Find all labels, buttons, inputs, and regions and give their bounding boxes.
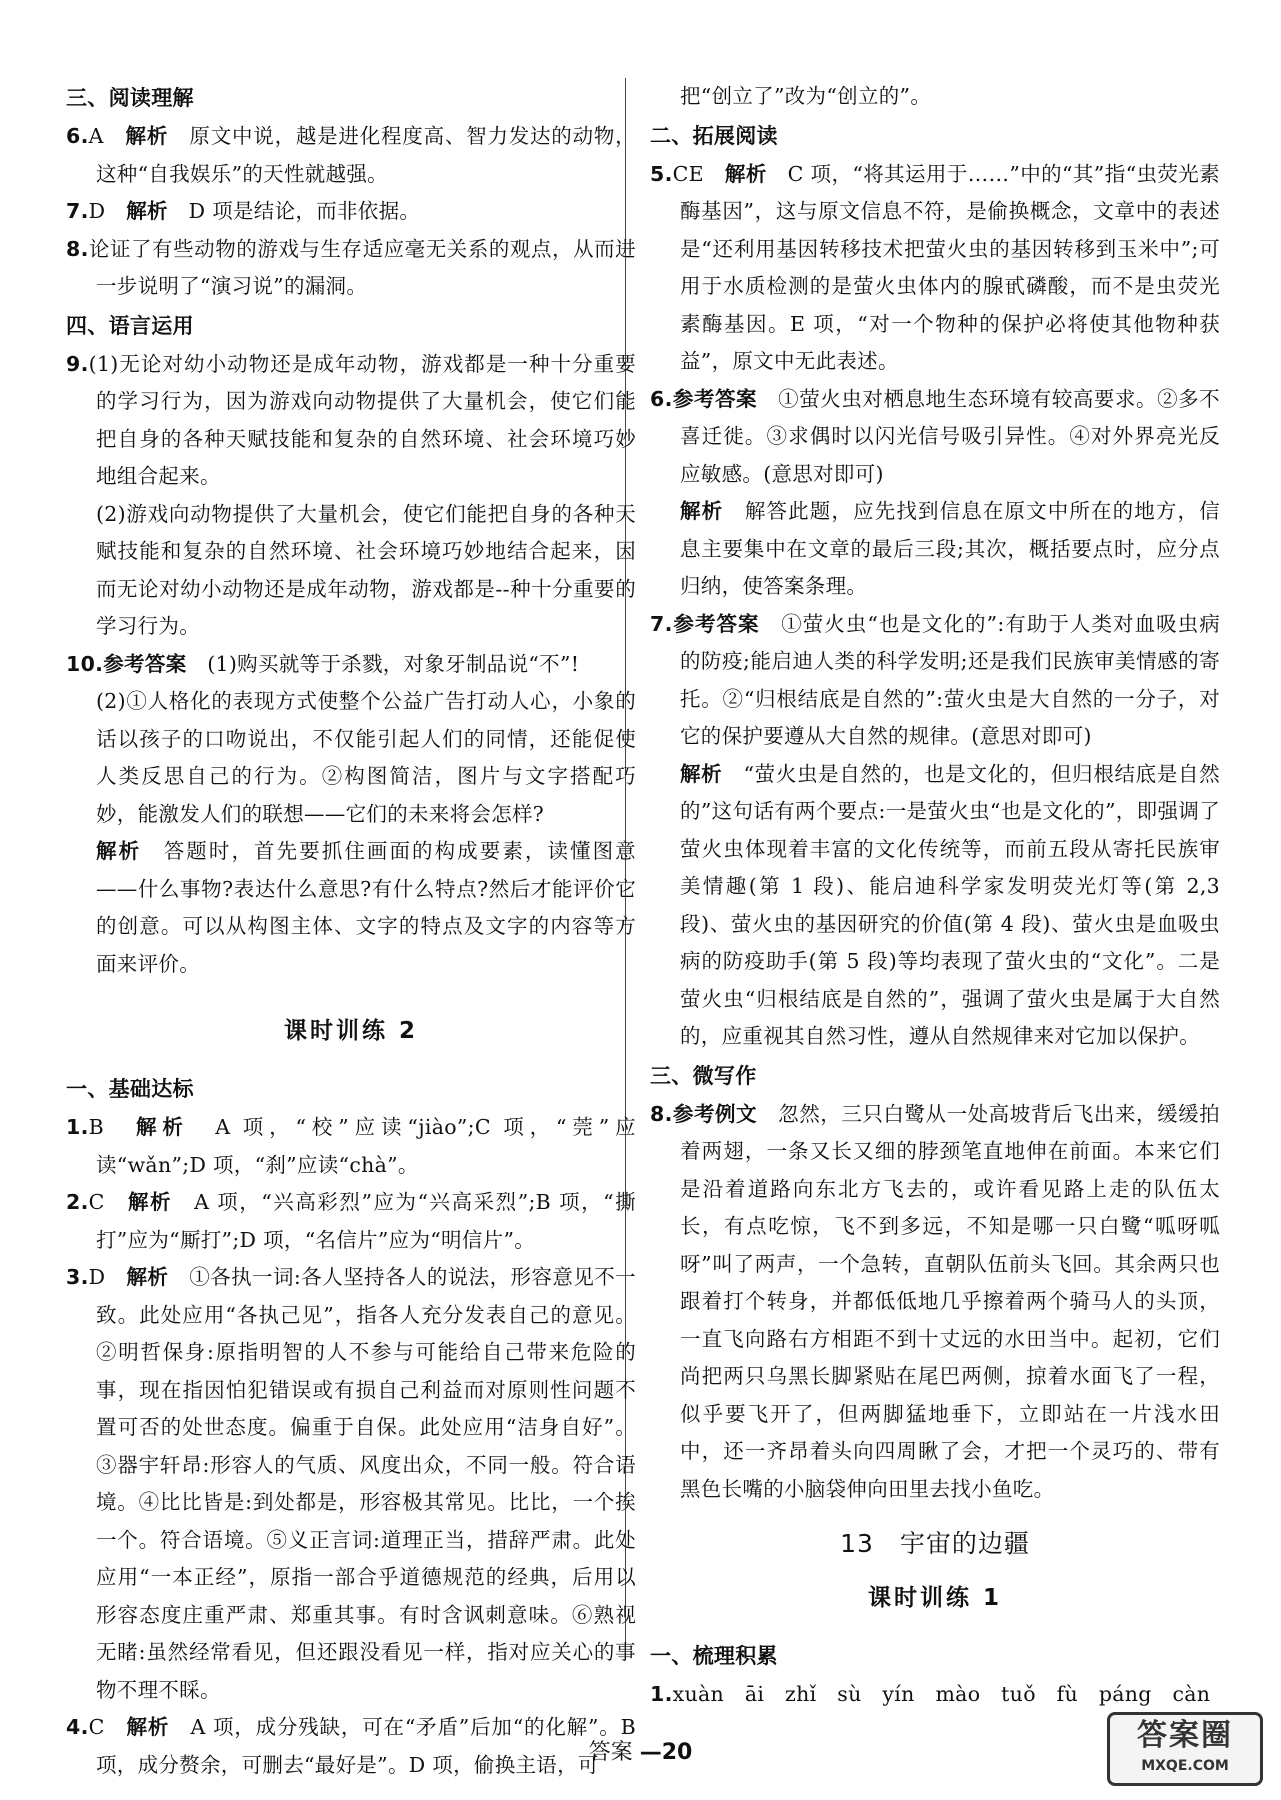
answer-item-5: 5.CE 解析 C 项，“将其运用于……”中的“其”指“虫荧光素酶基因”，这与原文信息不符，是偷换概念，文章中的表述是“还利用基因转移技术把萤火虫的基因转移到玉米中”;可用于水质检测的是萤火虫体内的腺甙磷酸，而不是虫荧光素酶基因。E 项，“对一个物种的保护必将使其他物种获益”，原文中无此表述。 — [650, 161, 1220, 373]
continued-text: 把“创立了”改为“创立的”。 — [680, 84, 932, 108]
answer-item-8: 8.参考例文 忽然，三只白鹭从一处高坡背后飞出来，缓缓拍着两翅，一条又长又细的脖颈笔直地伸在前面。本来它们是沿着道路向东北方飞去的，或许看见路上走的队伍太长，有点吃惊，飞不到多远，不知是哪一只白鹭“呱呀呱呀”叫了两声，一个急转，直朝队伍前头飞回。其余两只也跟着打个转身，并都低低地几乎擦着两个骑马人的头顶，一直飞向路右方相距不到十丈远的水田当中。起初，它们尚把两只乌黑长脚紧贴在尾巴两侧，掠着水面飞了一程，似乎要飞开了，但两脚猛地垂下，立即站在一片浅水田中，还一齐昂着头向四周瞅了会，才把一个灵巧的、带有黑色长嘴的小脑袋伸向田里去找小鱼吃。 — [650, 1101, 1220, 1501]
watermark-logo — [1107, 1712, 1263, 1786]
section-heading: 三、微写作 — [650, 1063, 757, 1088]
footer-label: 答案 — [588, 1740, 633, 1765]
section-heading: 三、阅读理解 — [66, 86, 194, 110]
page-number: —20 — [639, 1740, 693, 1765]
answer-item-7: 7.D 解析 D 项是结论，而非依据。 — [66, 199, 421, 223]
answer-item-10: 10.参考答案 (1)购买就等于杀戮，对象牙制品说“不”! — [66, 651, 580, 676]
answer-item-b3: 3.D 解析 ①各执一词:各人坚持各人的说法，形容意见不一致。此处应用“各执己见”，指各人充分发表自己的意见。②明哲保身:原指明智的人不参与可能给自己带来危险的事，现在指因怕犯错误或有损自己利益而对原则性问题不置可否的处世态度。偏重于自保。此处应用“洁身自好”。③器宇轩昂:形容人的气质、风度出众，不同一般。符合语境。④比比皆是:到处都是，形容极其常见。比比，一个挨一个。符合语境。⑤义正言词:道理正当，措辞严肃。此处应用“一本正经”，原指一部合乎道德规范的经典，后用以形容态度庄重严肃、郑重其事。有时含讽刺意味。⑥熟视无睹:虽然经常看见，但还跟没看见一样，指对应关心的事物不理不睬。 — [66, 1265, 636, 1702]
answer-item-7: 7.参考答案 ①萤火虫“也是文化的”:有助于人类对血吸虫病的防疫;能启迪人类的科学发明;还是我们民族审美情感的寄托。②“归根结底是自然的”:萤火虫是大自然的一分子，对它的保护要遵从大自然的规律。(意思对即可) — [650, 611, 1220, 748]
lesson-title: 课时训练 1 — [867, 1585, 1002, 1611]
answer-item-6: 6.参考答案 ①萤火虫对栖息地生态环境有较高要求。②多不喜迁徙。③求偶时以闪光信号吸引异性。④对外界亮光反应敏感。(意思对即可) — [650, 386, 1220, 486]
chapter-title: 13 宇宙的边疆 — [840, 1529, 1030, 1558]
lesson-title: 课时训练 2 — [283, 1018, 418, 1044]
page-footer — [0, 1735, 1281, 1766]
section-heading: 一、梳理积累 — [650, 1644, 778, 1668]
answer-item-10-analysis: 解析 答题时，首先要抓住画面的构成要素，读懂图意——什么事物?表达什么意思?有什么特点?然后才能评价它的创意。可以从构图主体、文字的特点及文字的内容等方面来评价。 — [96, 839, 636, 976]
section-heading: 二、拓展阅读 — [650, 123, 778, 148]
answer-item-6: 6.A 解析 原文中说，越是进化程度高、智力发达的动物，这种“自我娱乐”的天性就越强。 — [66, 124, 636, 186]
section-heading: 四、语言运用 — [66, 313, 194, 338]
watermark-url: MXQE.COM — [1141, 1758, 1229, 1774]
answer-item-8: 8.论证了有些动物的游戏与生存适应毫无关系的观点，从而进一步说明了“演习说”的漏洞。 — [66, 236, 636, 298]
answer-item-b4: 4.C 解析 A 项，成分残缺，可在“矛盾”后加“的化解”。B 项，成分赘余，可删去“最好是”。D 项，偷换主语，可 — [66, 1715, 636, 1777]
answer-item-b2: 2.C 解析 A 项，“兴高彩烈”应为“兴高采烈”;B 项，“撕打”应为“厮打”;D 项，“名信片”应为“明信片”。 — [66, 1190, 636, 1252]
answer-item-b1: 1.B 解析 A 项，“校”应读“jiào”;C 项，“莞”应读“wǎn”;D 项，“刹”应读“chà”。 — [66, 1115, 636, 1177]
answer-item-10-part2: (2)①人格化的表现方式使整个公益广告打动人心，小象的话以孩子的口吻说出，不仅能引起人们的同情，还能促使人类反思自己的行为。②构图简洁，图片与文字搭配巧妙，能激发人们的联想——它们的未来将会怎样? — [96, 689, 636, 826]
answer-item-9-part2: (2)游戏向动物提供了大量机会，使它们能把自身的各种天赋技能和复杂的自然环境、社会环境巧妙地结合起来，因而无论对幼小动物还是成年动物，游戏都是--种十分重要的学习行为。 — [96, 501, 636, 638]
answer-item-6-analysis: 解析 解答此题，应先找到信息在原文中所在的地方，信息主要集中在文章的最后三段;其次，概括要点时，应分点归纳，使答案条理。 — [680, 499, 1220, 598]
watermark-title: 答案圈 — [1137, 1718, 1233, 1753]
answer-item-7-analysis: 解析 “萤火虫是自然的，也是文化的，但归根结底是自然的”这句话有两个要点:一是萤火虫“也是文化的”，即强调了萤火虫体现着丰富的文化传统等，而前五段从寄托民族审美情趣(第 1 段)、能启迪科学家发明荧光灯等(第 2,3 段)、萤火虫的基因研究的价值(第 4 段)、萤火虫是血吸虫病的防疫助手(第 5 段)等均表现了萤火虫的“文化”。二是萤火虫“归根结底是自然的”，强调了萤火虫是属于大自然的，应重视其自然习性，遵从自然规律来对它加以保护。 — [680, 761, 1220, 1048]
section-heading: 一、基础达标 — [66, 1077, 194, 1101]
answer-item-1: 1.xuàn āi zhǐ sù yín mào tuǒ fù páng càn — [650, 1682, 1211, 1706]
left-column — [66, 78, 636, 1784]
right-column — [650, 78, 1220, 1714]
answer-item-9: 9.(1)无论对幼小动物还是成年动物，游戏都是一种十分重要的学习行为，因为游戏向动物提供了大量机会，使它们能把自身的各种天赋技能和复杂的自然环境、社会环境巧妙地组合起来。 — [66, 351, 636, 488]
